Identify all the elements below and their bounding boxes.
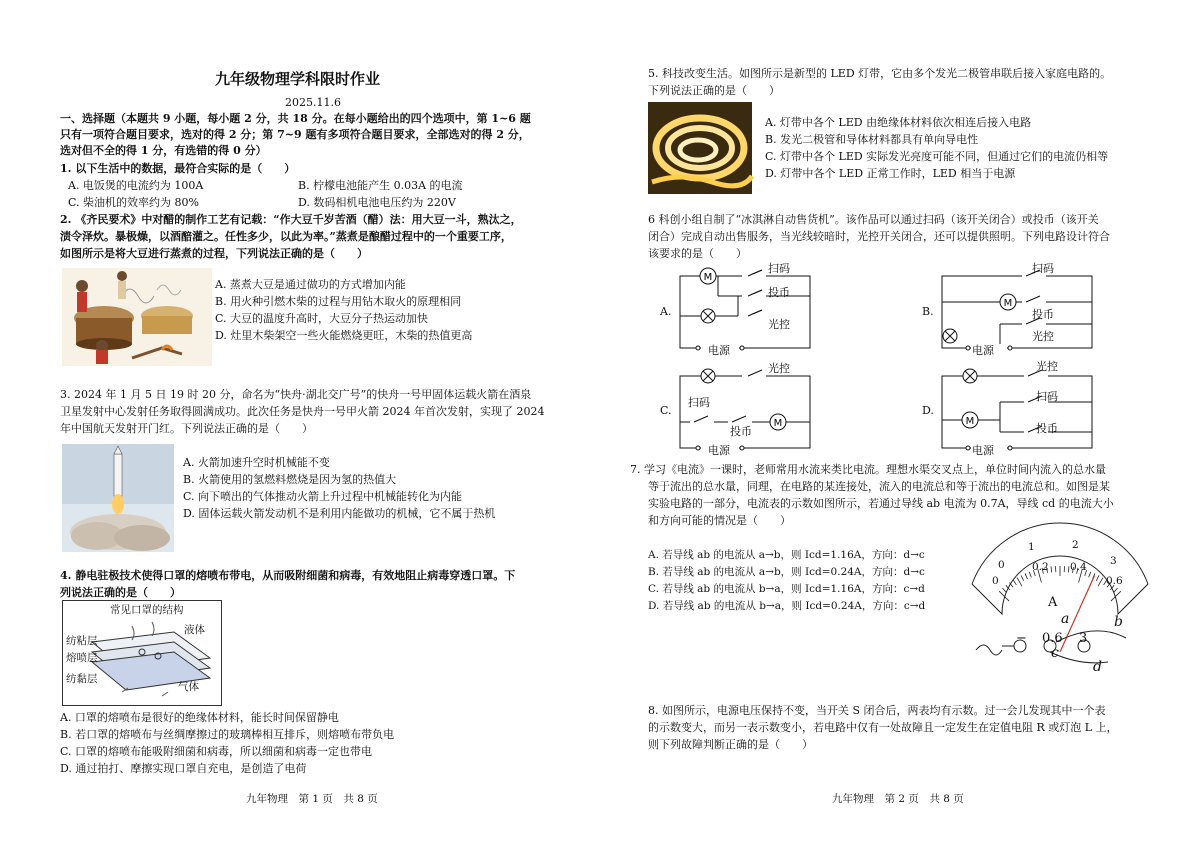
meter-tick [1025, 573, 1027, 578]
q3-stem-line3: 年中国航天发射开门红。下列说法正确的是（ ） [60, 422, 313, 435]
meter-terminal-neg: − [1016, 631, 1027, 646]
circuit-b-scan: 扫码 [1032, 262, 1054, 275]
q8-stem-line3: 则下列故障判断正确的是（ ） [648, 738, 813, 751]
q8-stem-line2: 的示数变大，而另一表示数变小，若电路中仅有一处故障且一定发生在定值电阻 R 或灯泡 L 上， [648, 721, 1118, 734]
section-instructions-line2: 只有一项符合题目要求，选对的得 2 分；第 7~9 题有多项符合题目要求，全部选对的得 2 分， [60, 128, 530, 141]
meter-small-2: 0.4 [1070, 561, 1087, 573]
q1-option-a: A. 电饭煲的电流约为 100A [68, 179, 204, 192]
q7-option-a: A. 若导线 ab 的电流从 a→b，则 Icd=1.16A，方向：d→c [648, 549, 925, 561]
q2-stem-line1: 2. 《齐民要术》中对醋的制作工艺有记载：“作大豆千岁苦酒（醋）法：用大豆一斗，熟汰之， [60, 213, 522, 226]
circuit-d-label: D. [922, 404, 934, 417]
q3-stem-line1: 3. 2024 年 1 月 5 日 19 时 20 分，命名为“快舟·湖北交广号”的快舟一号甲固体运载火箭在酒泉 [60, 388, 532, 401]
q7-stem-line3: 实验电路的一部分，电流表的示数如图所示，若通过导线 ab 电流为 0.7A，导线 cd 的电流大小 [648, 497, 1114, 510]
q7-option-d: D. 若导线 ab 的电流从 b→a，则 Icd=0.24A，方向：c→d [648, 600, 926, 612]
q6-stem-line3: 该要求的是（ ） [648, 247, 747, 260]
rocket-launch-photo [62, 444, 174, 552]
wire-a-label: a [1061, 611, 1070, 627]
q3-option-c: C. 向下喷出的气体推动火箭上升过程中机械能转化为内能 [183, 490, 463, 503]
circuit-a-label: A. [660, 305, 672, 318]
meter-small-0: 0 [992, 575, 999, 587]
mask-label-gas: 气体 [178, 681, 199, 693]
q2-option-b: B. 用火种引燃木柴的过程与用钻木取火的原理相同 [215, 295, 462, 308]
wire-c-label: c [1051, 645, 1059, 661]
q6-stem-line1: 6 科创小组自制了“冰淇淋自动售货机”。该作品可以通过扫码（该开关闭合）或投币（该开关 [648, 213, 1099, 226]
q6-stem-line2: 闭合）完成自动出售服务，当光线较暗时，光控开关闭合，还可以提供照明。下列电路设计符合 [648, 230, 1110, 243]
motor-symbol: M [965, 416, 975, 427]
page-footer-2: 九年物理 第 2 页 共 8 页 [832, 793, 964, 805]
q4-option-b: B. 若口罩的熔喷布与丝绸摩擦过的玻璃棒相互排斥，则熔喷布带负电 [60, 728, 395, 741]
circuit-a-power: 电源 [708, 344, 730, 357]
q5-option-b: B. 发光二极管和导体材料都具有单向导电性 [765, 133, 979, 146]
q2-option-d: D. 灶里木柴架空一些火能燃烧更旺，木柴的热值更高 [215, 329, 473, 342]
meter-tick [1051, 566, 1052, 572]
meter-tick [1068, 566, 1069, 572]
circuit-b-power: 电源 [972, 344, 994, 357]
q7-option-c: C. 若导线 ab 的电流从 b→a，则 Icd=1.16A，方向：c→d [648, 583, 925, 595]
ammeter-figure [968, 522, 1156, 682]
q7-stem-line1: 7. 学习《电流》一课时，老师常用水流来类比电流。理想水渠交叉点上，单位时间内流入的总水量 [630, 463, 1106, 476]
date: 2025.11.6 [285, 96, 341, 109]
q7-option-b: B. 若导线 ab 的电流从 a→b，则 Icd=0.24A，方向：d→c [648, 566, 925, 578]
mask-label-liquid: 液体 [184, 624, 205, 636]
q3-option-a: A. 火箭加速升空时机械能不变 [183, 456, 330, 469]
circuit-c-coin: 投币 [730, 425, 752, 438]
circuit-a-coin: 投币 [768, 286, 790, 299]
mask-label-2: 熔喷层 [66, 652, 98, 664]
circuit-a [678, 266, 818, 358]
circuit-d-power: 电源 [972, 444, 994, 457]
meter-big-1: 1 [1028, 541, 1035, 553]
circuit-b-light: 光控 [1032, 330, 1054, 343]
circuit-b-coin: 投币 [1032, 308, 1054, 321]
motor-symbol: M [773, 418, 783, 429]
meter-small-3: 0.6 [1106, 575, 1123, 587]
meter-tick [1017, 578, 1022, 587]
q5-option-d: D. 灯带中各个 LED 正常工作时，LED 相当于电源 [765, 167, 1016, 180]
circuit-d-scan: 扫码 [1036, 390, 1058, 403]
q3-option-b: B. 火箭使用的氢燃料燃烧是因为氢的热值大 [183, 473, 397, 486]
circuit-c-scan: 扫码 [688, 396, 710, 409]
wire-b-label: b [1114, 614, 1123, 630]
meter-big-2: 2 [1072, 539, 1079, 551]
meter-tick [1098, 578, 1103, 587]
meter-terminal-3: 3 [1079, 631, 1088, 646]
meter-small-1: 0.2 [1032, 561, 1049, 573]
q2-stem-line2: 渍令泽炊。暴极燥，以酒醅灌之。任性多少，以此为率。”蒸煮是酿醋过程中的一个重要工序， [60, 230, 512, 243]
meter-big-0: 0 [998, 559, 1005, 571]
q4-option-c: C. 口罩的熔喷布能吸附细菌和病毒，所以细菌和病毒一定也带电 [60, 745, 373, 758]
q1-option-d: D. 数码相机电池电压约为 220V [298, 196, 456, 209]
page-title: 九年级物理学科限时作业 [215, 70, 381, 88]
q7-stem-line2: 等于流出的总水量，同理，在电路的某连接处，流入的电流总和等于流出的电流总和。如图是某 [648, 480, 1110, 493]
q2-option-c: C. 大豆的温度升高时，大豆分子热运动加快 [215, 312, 429, 325]
steaming-soybeans-illustration [62, 268, 212, 366]
motor-symbol: M [703, 272, 713, 283]
q5-option-a: A. 灯带中各个 LED 由绝缘体材料依次相连后接入电路 [765, 116, 1032, 129]
meter-tick [1096, 575, 1099, 580]
led-strip-photo [648, 102, 752, 194]
meter-tick [1089, 572, 1091, 578]
circuit-d-light: 光控 [1036, 360, 1058, 373]
page-footer-1: 九年物理 第 1 页 共 8 页 [246, 793, 378, 805]
q2-option-a: A. 蒸煮大豆是通过做功的方式增加内能 [215, 278, 406, 291]
meter-tick [1029, 572, 1031, 578]
circuit-c-label: C. [660, 404, 672, 417]
circuit-a-light: 光控 [768, 318, 790, 331]
mask-label-1: 纺粘层 [66, 635, 98, 647]
page-2 [600, 0, 1200, 848]
circuit-c-power: 电源 [708, 444, 730, 457]
q5-stem-line2: 下列说法正确的是（ ） [648, 84, 780, 97]
circuit-b [940, 266, 1100, 358]
meter-tick [1013, 580, 1016, 585]
q2-stem-line3: 如图所示是将大豆进行蒸煮的过程，下列说法正确的是（ ） [60, 247, 368, 260]
mask-label-3: 纺黏层 [66, 673, 98, 685]
q3-stem-line2: 卫星发射中心发射任务取得圆满成功。此次任务是快舟一号甲火箭 2024 年首次发射，实现了 2024 [60, 405, 545, 418]
wire-d-label: d [1093, 659, 1102, 675]
q1-option-c: C. 柴油机的效率约为 80% [68, 196, 199, 209]
q4-stem-line2: 列说法正确的是（ ） [60, 586, 181, 599]
circuit-d [940, 366, 1100, 458]
q5-option-c: C. 灯带中各个 LED 实际发光亮度可能不同，但通过它们的电流仍相等 [765, 150, 1109, 163]
q4-option-a: A. 口罩的熔喷布是很好的绝缘体材料，能长时间保留静电 [60, 711, 339, 724]
mask-figure-title: 常见口罩的结构 [110, 604, 184, 616]
meter-terminal-06: 0.6 [1042, 631, 1063, 646]
motor-symbol: M [1003, 298, 1013, 309]
q7-stem-line4: 和方向可能的情况是（ ） [648, 514, 791, 527]
meter-big-3: 3 [1110, 555, 1117, 567]
circuit-a-scan: 扫码 [768, 262, 790, 275]
q5-stem-line1: 5. 科技改变生活。如图所示是新型的 LED 灯带，它由多个发光二极管串联后接入家庭电路的。 [648, 67, 1112, 80]
q1-option-b: B. 柠檬电池能产生 0.03A 的电流 [298, 179, 463, 192]
section-instructions-line3: 选对但不全的得 1 分，有选错的得 0 分） [60, 144, 267, 157]
q1-stem: 1. 以下生活中的数据，最符合实际的是（ ） [60, 162, 296, 175]
q4-stem-line1: 4. 静电驻极技术使得口罩的熔喷布带电，从而吸附细菌和病毒，有效地阻止病毒穿透口罩。下 [60, 569, 516, 582]
circuit-d-coin: 投币 [1036, 422, 1058, 435]
circuit-c-light: 光控 [768, 362, 790, 375]
meter-tick [1021, 575, 1024, 580]
section-instructions-line1: 一、选择题（本题共 9 小题，每小题 2 分，共 18 分。在每小题给出的四个选项中，第 1~6 题 [60, 112, 531, 125]
circuit-b-label: B. [922, 305, 934, 318]
q8-stem-line1: 8. 如图所示，电源电压保持不变，当开关 S 闭合后，两表均有示数。过一会儿发现其中一个表 [648, 704, 1106, 717]
q3-option-d: D. 固体运载火箭发动机不是利用内能做功的机械，它不属于热机 [183, 507, 496, 520]
q4-option-d: D. 通过拍打、摩擦实现口罩自充电，是创造了电荷 [60, 762, 307, 775]
meter-unit: A [1048, 595, 1058, 610]
circuit-c [678, 366, 818, 458]
